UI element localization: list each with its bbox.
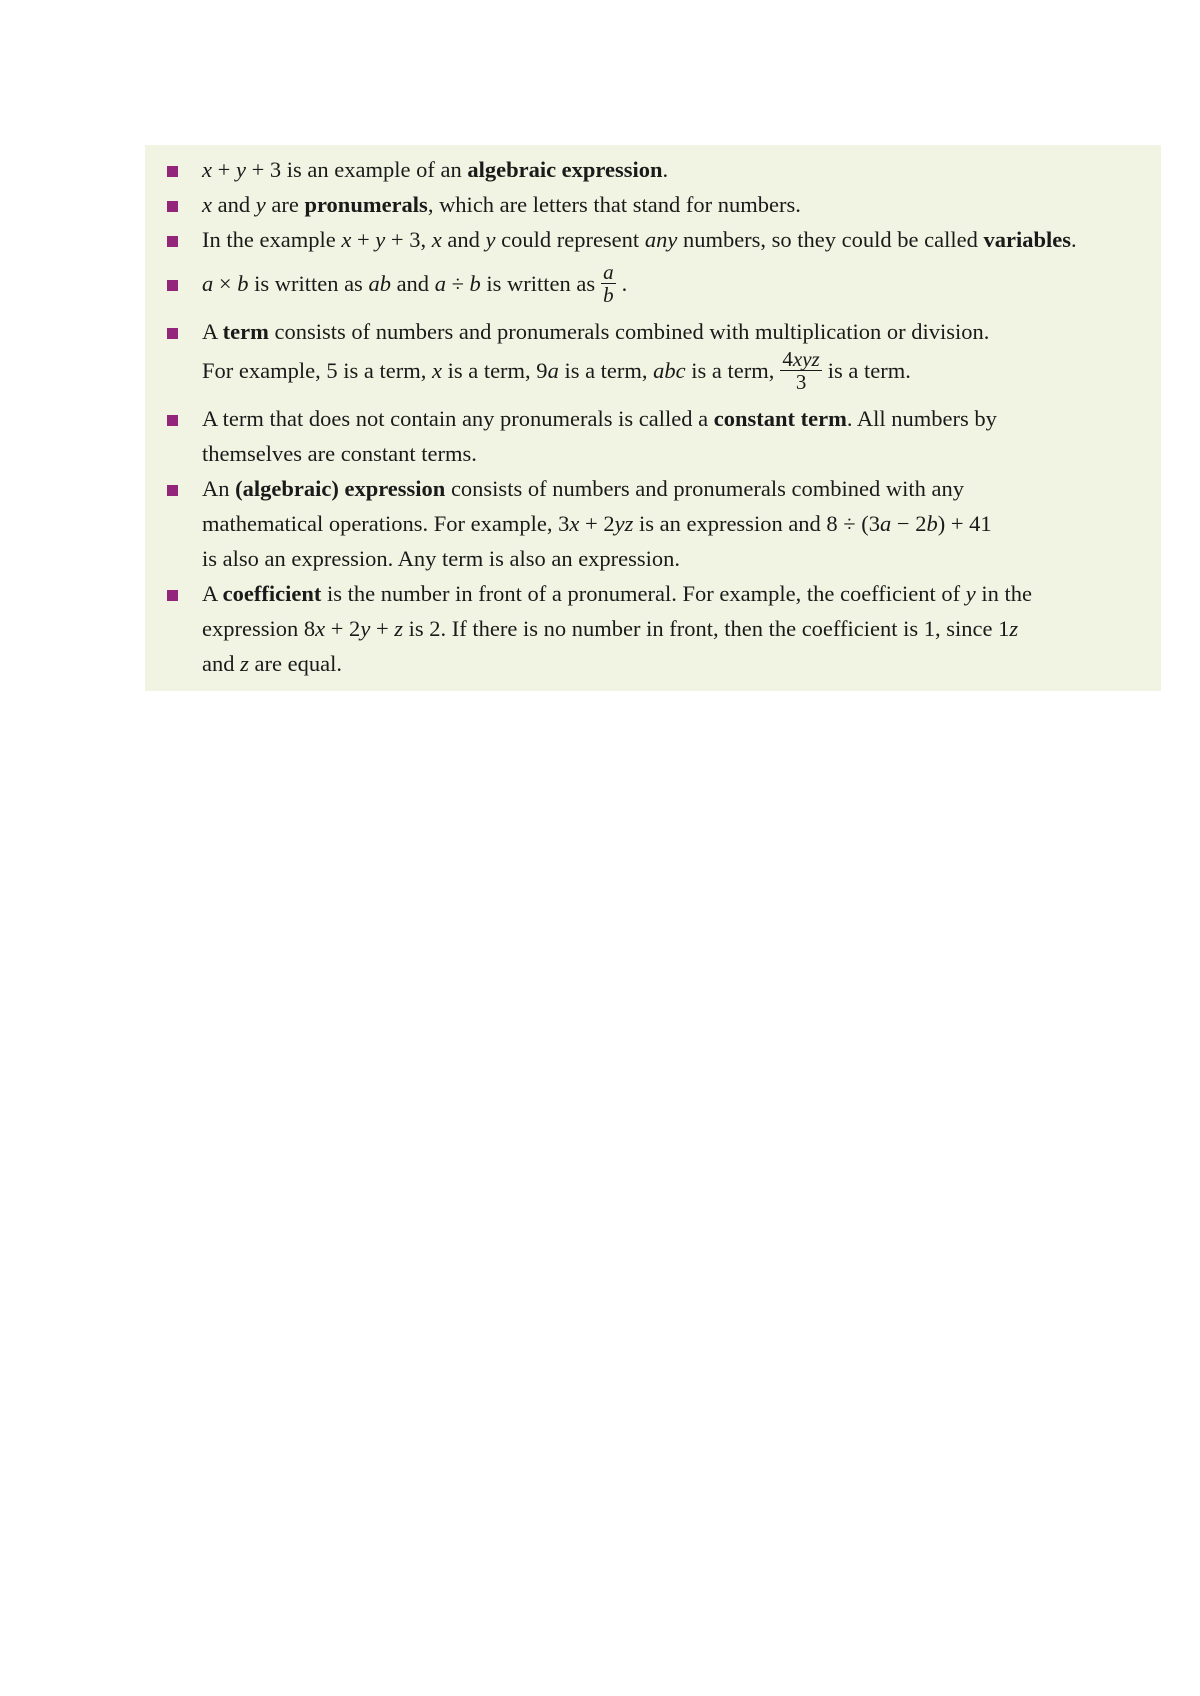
bullet-marker [167,236,178,247]
text-run: , which are letters that stand for numbers. [427,192,801,217]
math-variable: x [202,192,212,217]
text-run: + 3, [385,227,432,252]
bullet-marker [167,485,178,496]
text-run: is also an expression. Any term is also an expression. [202,546,681,571]
text-run: In the example [202,227,342,252]
fraction-numerator: a [603,260,614,285]
text-run: is a term, 9 [441,358,548,383]
bullet-marker [167,590,178,601]
math-variable: y [235,157,246,182]
math-variable: x [431,358,442,383]
bullet-marker [167,415,178,426]
text-run: For example, 5 is a term, [202,358,432,383]
bold-term: pronumerals [304,192,428,217]
bullet-line [202,579,1032,609]
key-ideas-box [145,145,1161,691]
text-run: is a term, [685,358,775,383]
text-run: . [662,157,669,182]
text-run: . [1070,227,1077,252]
text-run: ÷ [445,271,470,296]
bullet-line [202,225,1077,255]
bullet-line [202,346,911,396]
text-run: A [202,319,223,344]
math-variable: x [315,616,326,641]
math-variable: a [880,511,892,536]
math-variable: ab [368,271,391,296]
text-run: A term that does not contain any pronumerals is called a [202,406,714,431]
text-run: − 2 [891,511,927,536]
text-run: is a term. [827,358,911,383]
math-variable: b [237,271,249,296]
text-run: + 2 [579,511,615,536]
text-run: expression 8 [202,616,316,641]
bullet-line [202,474,964,504]
text-run: could represent [495,227,645,252]
text-run: An [202,476,236,501]
math-variable: z [394,616,404,641]
text-run: are equal. [248,651,342,676]
math-variable: a [202,271,214,296]
fraction-denominator: 3 [795,370,807,395]
fraction-numerator: 4xyz [782,347,820,372]
text-run: ) + 41 [937,511,992,536]
text-run: + [212,157,236,182]
bullet-marker [167,166,178,177]
text-run: are [265,192,305,217]
text-run: is written as [480,271,596,296]
bullet-line [202,544,680,574]
math-variable: z [240,651,249,676]
text-run: themselves are constant terms. [202,441,477,466]
bullet-marker [167,201,178,212]
math-variable: y [965,581,976,606]
fraction-denominator: b [603,283,614,308]
math-variable: x [569,511,580,536]
math-variable: yz [614,511,634,536]
bullet-marker [167,328,178,339]
math-variable: any [644,227,678,252]
fraction [601,261,616,306]
bullet-line [202,614,1018,644]
bullet-line [202,190,801,220]
text-run: consists of numbers and pronumerals combined with multiplication or division. [268,319,990,344]
math-variable: a [434,271,446,296]
text-run: and [390,271,435,296]
text-run: + [351,227,376,252]
text-run: is an expression and 8 ÷ (3 [633,511,881,536]
bold-term: algebraic expression [467,157,663,182]
text-run: in the [975,581,1032,606]
fraction [780,348,821,393]
math-variable: abc [653,358,686,383]
text-run: + [370,616,395,641]
text-run: . All numbers by [846,406,997,431]
text-run: is written as [248,271,369,296]
text-run: is a term, [558,358,654,383]
bold-term: variables [983,227,1071,252]
math-variable: x [202,157,212,182]
math-variable: a [547,358,559,383]
math-variable: y [375,227,386,252]
math-variable: y [360,616,371,641]
bullet-line [202,439,477,469]
bullet-line [202,155,668,185]
text-run: + 2 [325,616,361,641]
math-variable: z [1009,616,1019,641]
text-run: mathematical operations. For example, 3 [202,511,570,536]
text-run: + 3 is an example of an [245,157,468,182]
text-run: is 2. If there is no number in front, then the coefficient is 1, since 1 [403,616,1010,641]
text-run: and [441,227,486,252]
bullet-line [202,259,627,309]
bullet-line [202,509,992,539]
text-run: . [621,271,628,296]
bold-term: coefficient [222,581,322,606]
text-run: × [213,271,238,296]
bullet-line [202,317,989,347]
text-run: consists of numbers and pronumerals combined with any [445,476,964,501]
math-variable: x [431,227,442,252]
math-variable: b [469,271,481,296]
bullet-line [202,649,342,679]
math-variable: b [926,511,938,536]
bold-term: (algebraic) expression [235,476,446,501]
bold-term: term [222,319,269,344]
math-variable: y [485,227,496,252]
bullet-marker [167,280,178,291]
text-run: and [202,651,241,676]
text-run: is the number in front of a pronumeral. For example, the coefficient of [321,581,966,606]
text-run: A [202,581,223,606]
math-variable: y [255,192,266,217]
math-variable: x [341,227,352,252]
bullet-line [202,404,997,434]
text-run: numbers, so they could be called [677,227,984,252]
text-run: and [212,192,256,217]
bold-term: constant term [713,406,847,431]
